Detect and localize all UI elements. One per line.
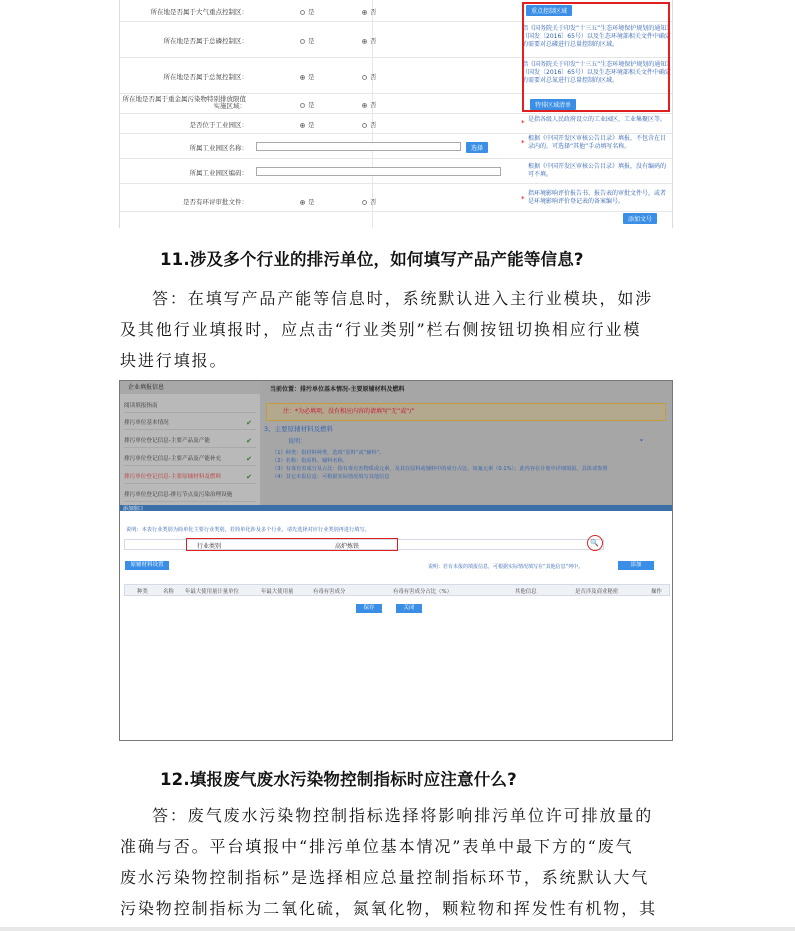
hint-text: 说明：若有未报的填报信息，可根据实际情况填写在“其他信息”列中。: [428, 564, 584, 570]
sidebar-item[interactable]: 排污单位登记信息-主要产品及产能补充 ✔: [124, 453, 256, 466]
question-11-title: 11.涉及多个行业的排污单位，如何填写产品产能等信息?: [160, 250, 584, 269]
sidebar-item[interactable]: 阅读填报指南: [124, 400, 256, 413]
required-mark: *: [521, 119, 525, 127]
column-header: 操作: [651, 589, 662, 595]
collapse-icon[interactable]: ⌄: [638, 434, 645, 443]
table-header: [124, 584, 670, 596]
field-label: 所在地是否属于重金属污染物特别排放限值实施区域：: [122, 95, 246, 110]
sidebar-title: 企业填报信息: [120, 381, 260, 394]
radio-yes[interactable]: 是: [300, 100, 315, 109]
radio-yes[interactable]: 是: [300, 120, 315, 129]
sidebar: [120, 381, 260, 506]
field-label: 所在地是否属于总氮控制区：: [163, 73, 248, 81]
dialog-screenshot: [119, 380, 673, 741]
field-note: 根据《中国开发区审核公告目录》填报，没有编码的可不填。: [528, 163, 667, 178]
field-note: 根据《中国开发区审核公告目录》填报，不包含在目录内的，可选择“其他”手动填写名称。: [528, 135, 667, 150]
form-row: [120, 188, 672, 212]
field-note: 指《国务院关于印发“十三五”生态环境保护规划的通知》（国发〔2016〕65号）以及生态环境部相关文件中确定的需要对总磷进行总量控制的区域。: [522, 25, 671, 48]
field-label: 是否位于工业园区：: [189, 121, 248, 129]
dialog-title: 添加窗口: [123, 506, 144, 512]
section-title: 3、主要原辅材料及燃料: [264, 425, 334, 433]
radio-yes[interactable]: 是: [300, 72, 315, 81]
column-header: 其他信息: [515, 589, 537, 595]
column-header: 是否涉及商业秘密: [575, 589, 619, 595]
explain-title: 说明：: [288, 438, 307, 445]
key-control-area-button[interactable]: 重点控制区域: [526, 5, 572, 16]
radio-no[interactable]: 否: [362, 100, 377, 109]
column-header: 年最大使用量: [261, 589, 294, 595]
answer-12: [120, 800, 676, 924]
industry-label: 行业类别: [197, 543, 222, 550]
answer-line: 准确与否。平台填报中“排污单位基本情况”表单中最下方的“废气: [120, 837, 634, 856]
highlight-box: [186, 538, 398, 551]
radio-yes[interactable]: 是: [300, 36, 315, 45]
industry-value: 高炉炼铁: [335, 543, 360, 550]
form-row: [120, 114, 672, 134]
save-button[interactable]: 保存: [356, 604, 382, 613]
field-note: 是指各级人民政府设立的工业园区、工业集聚区等。: [528, 116, 667, 123]
answer-line: 污染物控制指标为二氧化硫，氮氧化物，颗粒物和挥发性有机物，其: [120, 899, 658, 918]
form-row: [120, 134, 672, 159]
column-header: 有毒有害成分占比（%）: [393, 589, 453, 595]
add-dialog: [120, 505, 673, 741]
park-name-input[interactable]: [256, 142, 461, 151]
field-label: 所属工业园区编码：: [189, 169, 248, 177]
radio-no[interactable]: 否: [362, 197, 377, 206]
park-code-input[interactable]: [256, 167, 501, 176]
field-note: 指《国务院关于印发“十三五”生态环境保护规划的通知》（国发〔2016〕65号）以及生态环境部相关文件中确定的需要对总氮进行总量控制的区域。: [522, 61, 671, 84]
form-row: [120, 159, 672, 184]
sidebar-item[interactable]: 排污单位登记信息-主要产品及产能 ✔: [124, 435, 256, 448]
form-screenshot: [119, 0, 673, 228]
radio-no[interactable]: 否: [362, 72, 377, 81]
close-button[interactable]: 关闭: [396, 604, 422, 613]
location: 当前位置：排污单位基本情况-主要原辅材料及燃料: [270, 386, 405, 393]
bottom-scrollbar: [0, 927, 795, 931]
column-header: 名称: [163, 589, 174, 595]
answer-line: 及其他行业填报时，应点击“行业类别”栏右侧按钮切换相应行业模: [120, 320, 642, 339]
field-label: 所在地是否属于大气重点控制区：: [150, 8, 248, 16]
radio-no[interactable]: 否: [362, 7, 377, 16]
sidebar-item[interactable]: 排污单位基本情况 ✔: [124, 417, 256, 430]
required-mark: *: [521, 195, 525, 203]
field-label: 所在地是否属于总磷控制区：: [163, 37, 248, 45]
add-doc-button[interactable]: 添加文号: [623, 213, 657, 224]
answer-line: 块进行填报。: [120, 351, 228, 370]
select-button[interactable]: 选择: [466, 142, 488, 153]
materials-settings-button[interactable]: 原辅材料设置: [125, 561, 169, 570]
highlight-box: [522, 2, 670, 112]
tip-box: 注：*为必填项，没有相应内容的请填写“无”或“/”: [266, 403, 666, 421]
required-mark: *: [521, 139, 525, 147]
radio-yes[interactable]: 是: [300, 7, 315, 16]
question-12-title: 12.填报废气废水污染物控制指标时应注意什么?: [160, 770, 517, 789]
field-label: 是否有环评审批文件：: [183, 198, 248, 206]
answer-line: 答：在填写产品产能等信息时，系统默认进入主行业模块，如涉: [152, 289, 654, 308]
main-panel: [260, 381, 672, 506]
radio-no[interactable]: 否: [362, 36, 377, 45]
field-note: 指环境影响评价报告书、报告表的审批文件号，或者是环境影响评价登记表的备案编号。: [528, 190, 667, 205]
column-header: 年最大使用量计量单位: [185, 589, 239, 595]
special-emission-list-button[interactable]: 特排区域清单: [530, 99, 576, 110]
answer-line: 废水污染物控制指标”是选择相应总量控制指标环节，系统默认大气: [120, 868, 650, 887]
highlight-circle: [587, 535, 603, 551]
radio-no[interactable]: 否: [362, 120, 377, 129]
sidebar-item[interactable]: 排污单位登记信息-排污节点及污染治理设施: [124, 489, 256, 502]
sidebar-item-active[interactable]: 排污单位登记信息-主要原辅材料及燃料 ✔: [124, 471, 256, 484]
field-label: 所属工业园区名称：: [189, 144, 248, 152]
answer-11: [120, 283, 676, 376]
add-button[interactable]: 添加: [618, 561, 654, 570]
column-header: 有毒有害成分: [313, 589, 346, 595]
switch-industry-icon[interactable]: 🔍: [590, 539, 599, 547]
radio-yes[interactable]: 是: [300, 197, 315, 206]
answer-line: 答：废气废水污染物控制指标选择将影响排污单位许可排放量的: [152, 806, 654, 825]
column-header: 种类: [137, 589, 148, 595]
dialog-note: 说明：本表行业类别为简单化主要行业类别，若简单化涉及多个行业，请先选择对应行业类别再进行填写。: [126, 527, 370, 533]
explain-text: （1）种类：指材料种类，选填“原料”或“辅料”。 （2）名称：指原料、辅料名称。 （3）有毒有害成分及占比：指有毒有害物质或元素，及其在原料或辅料中的成分占比，如氟元素（0.1%）；此内容在计划中详细填报。具体请参照 （4）其它未报信息：可根据实际情况填写其他信息: [272, 450, 608, 480]
